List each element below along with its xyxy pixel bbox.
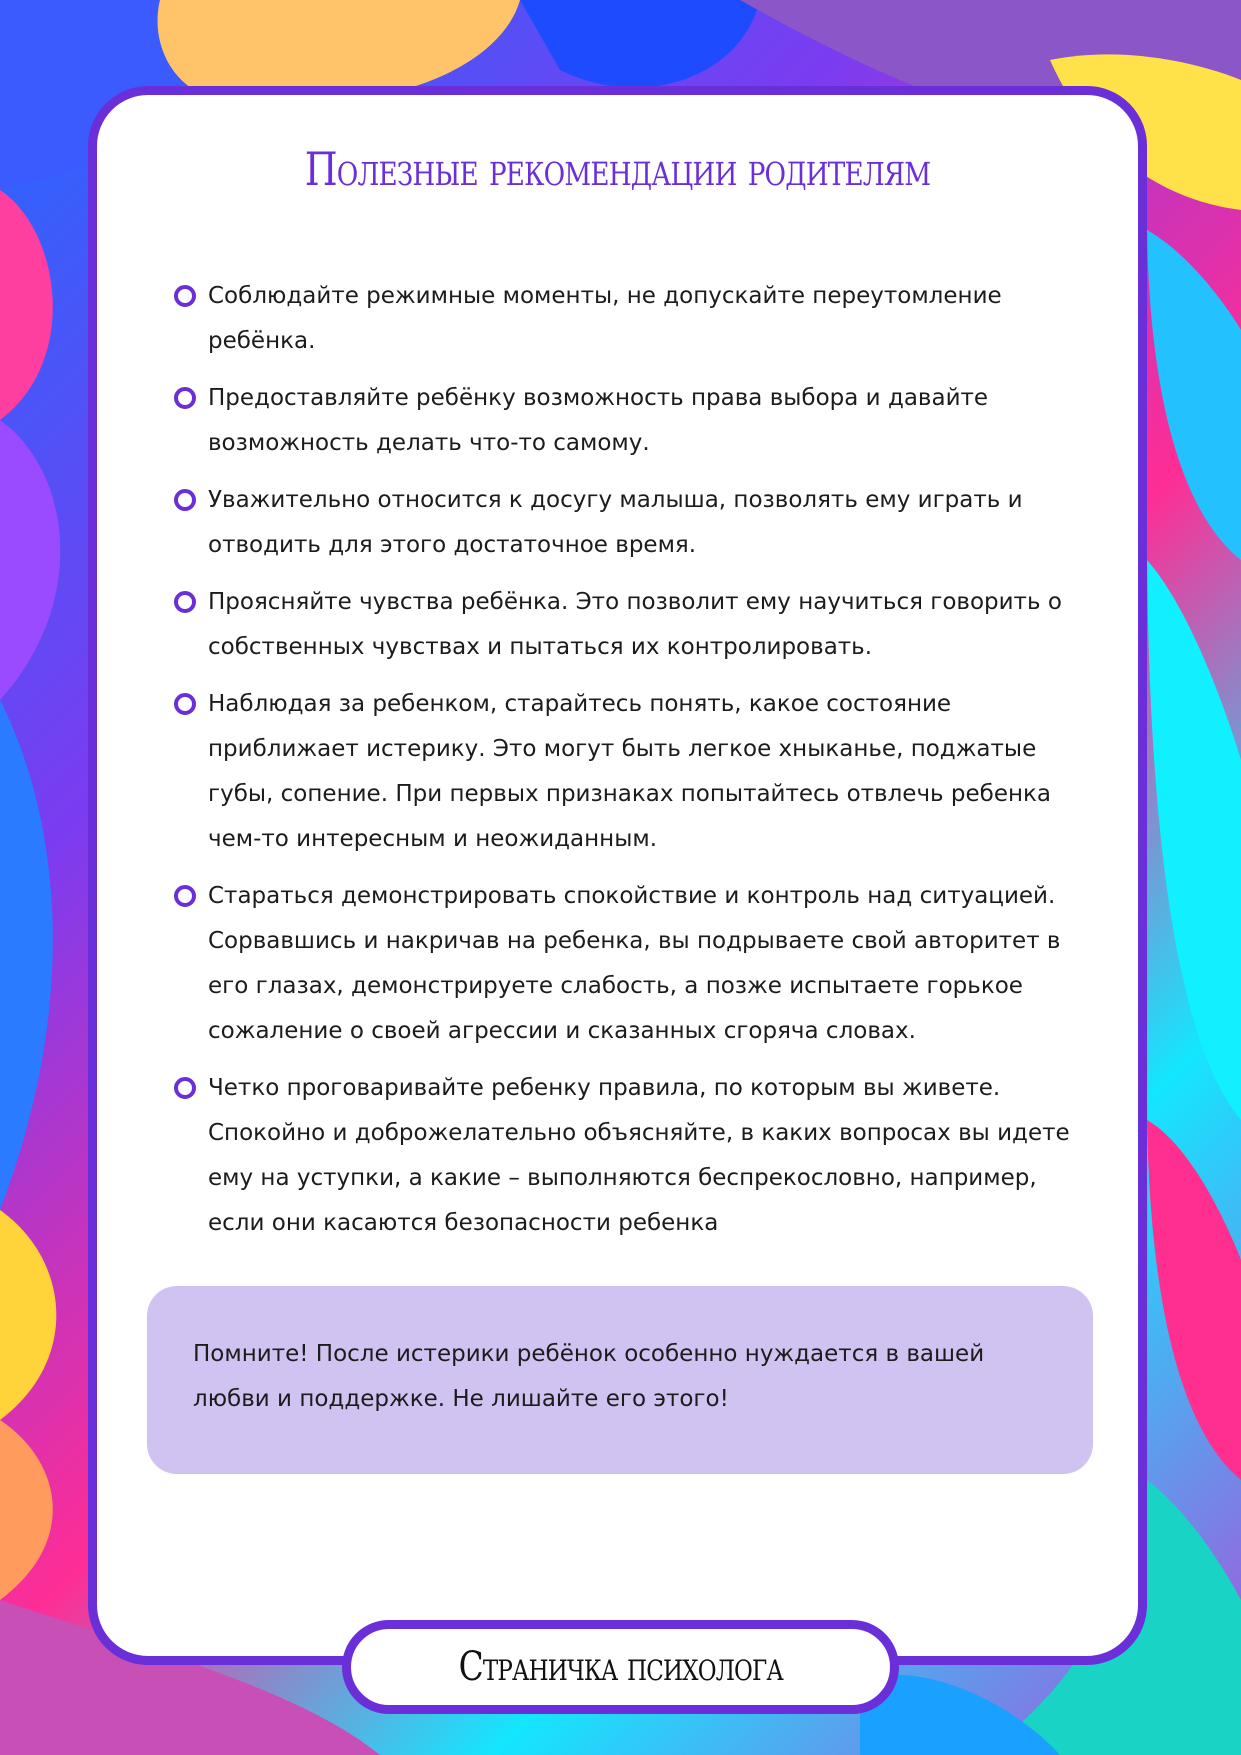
list-item — [172, 682, 1082, 862]
list-item-text: Предоставляйте ребёнку возможность права выбора и давайте возможность делать что-то самому. — [208, 385, 989, 456]
list-item — [172, 274, 1082, 364]
footer-label: Страничка психолога — [458, 1644, 783, 1690]
page-title: Полезные рекомендации родителям — [304, 142, 931, 196]
list-item — [172, 376, 1082, 466]
circle-bullet-icon — [174, 489, 196, 511]
circle-bullet-icon — [174, 885, 196, 907]
list-item-text: Четко проговаривайте ребенку правила, по которым вы живете. Спокойно и доброжелательно объясняйте, в каких вопросах вы идете ему на уступки, а какие – выполняются беспрекословно, например, если они касаются безопасности ребенка — [208, 1075, 1070, 1236]
list-item — [172, 478, 1082, 568]
list-item — [172, 1066, 1082, 1246]
list-item — [172, 580, 1082, 670]
reminder-note — [147, 1286, 1093, 1474]
list-item-text: Наблюдая за ребенком, старайтесь понять, какое состояние приближает истерику. Это могут быть легкое хныканье, поджатые губы, сопение. При первых признаках попытайтесь отвлечь ребенка чем-то интересным и неожиданным. — [208, 691, 1052, 852]
list-item-text: Проясняйте чувства ребёнка. Это позволит ему научиться говорить о собственных чувствах и пытаться их контролировать. — [208, 589, 1062, 660]
circle-bullet-icon — [174, 1077, 196, 1099]
circle-bullet-icon — [174, 591, 196, 613]
circle-bullet-icon — [174, 387, 196, 409]
reminder-note-text: Помните! После истерики ребёнок особенно нуждается в вашей любви и поддержке. Не лишайте его этого! — [193, 1341, 985, 1412]
circle-bullet-icon — [174, 693, 196, 715]
list-item — [172, 874, 1082, 1054]
list-item-text: Соблюдайте режимные моменты, не допускайте переутомление ребёнка. — [208, 283, 1002, 354]
footer-badge — [342, 1620, 899, 1714]
list-item-text: Уважительно относится к досугу малыша, позволять ему играть и отводить для этого достаточное время. — [208, 487, 1023, 558]
recommendations-list — [172, 274, 1082, 1258]
circle-bullet-icon — [174, 285, 196, 307]
list-item-text: Стараться демонстрировать спокойствие и контроль над ситуацией. Сорвавшись и накричав на ребенка, вы подрываете свой авторитет в его глазах, демонстрируете слабость, а позже испытаете горькое сожаление о своей агрессии и сказанных сгоряча словах. — [208, 883, 1061, 1044]
